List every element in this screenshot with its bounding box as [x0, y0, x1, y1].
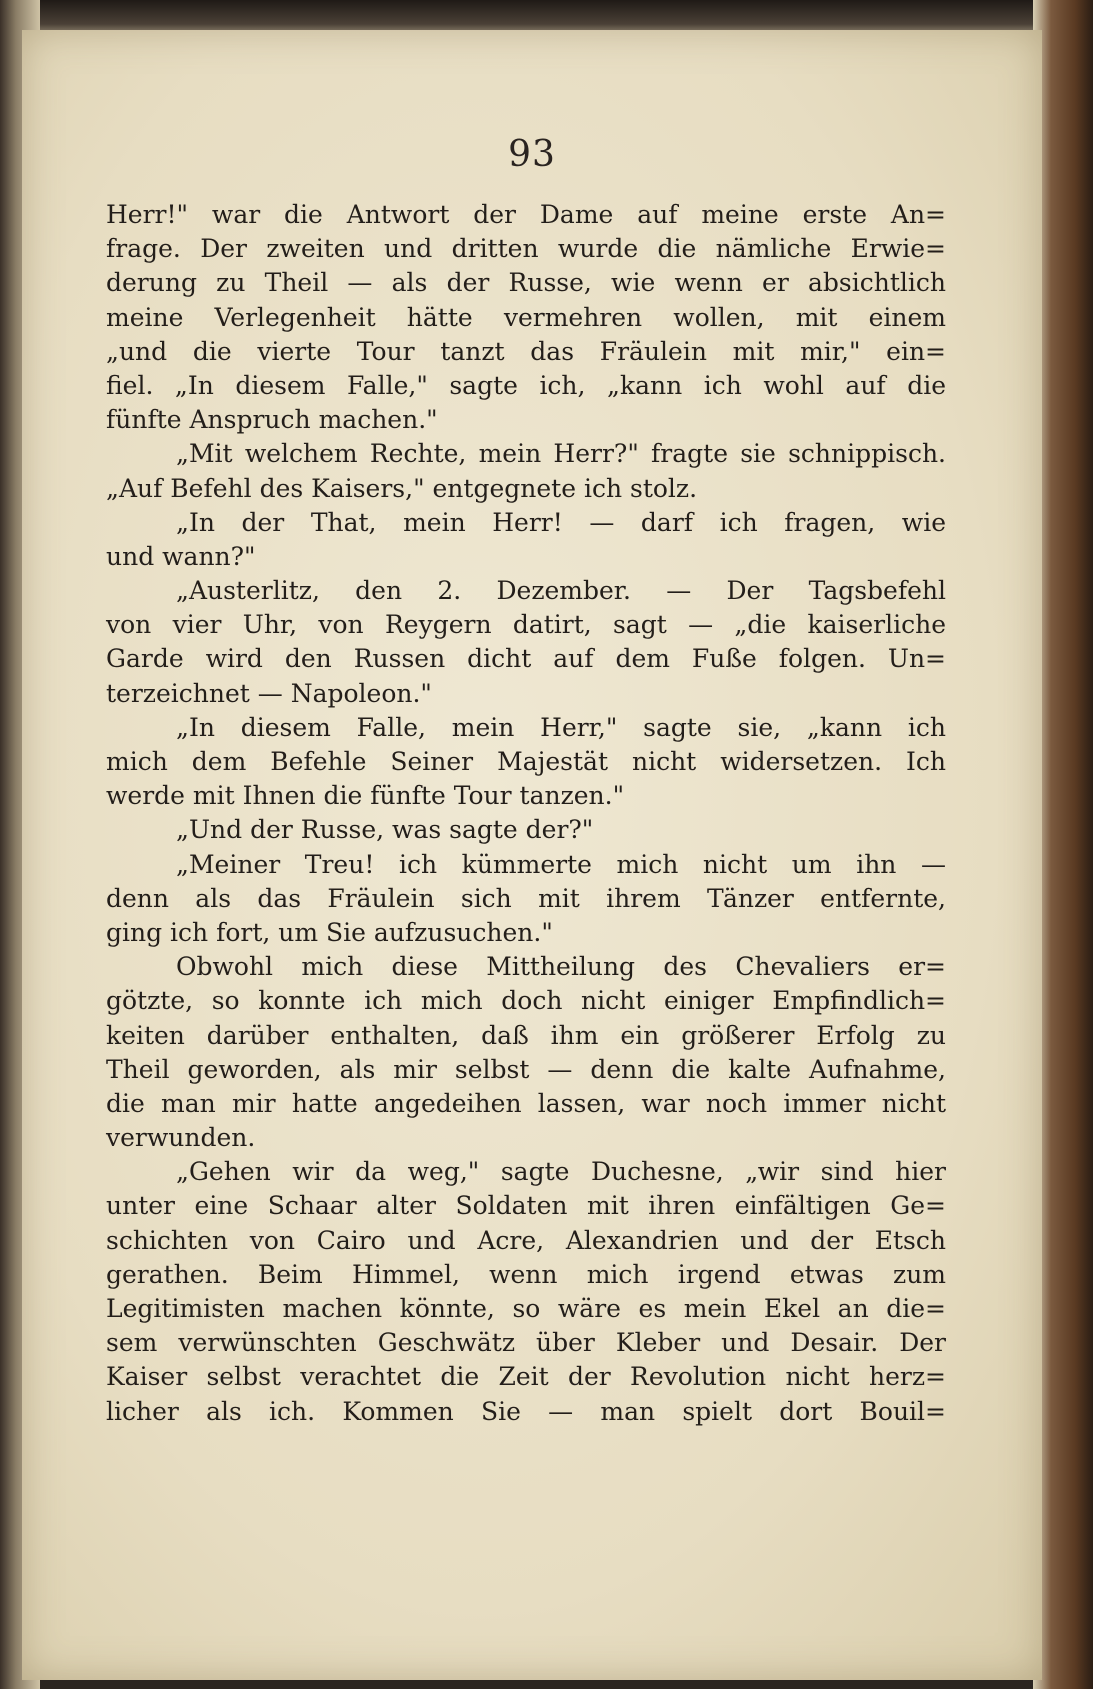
text-line: terzeichnet — Napoleon." — [106, 678, 432, 708]
text-line: von vier Uhr, von Reygern datirt, sagt — „die kaiserliche — [106, 610, 946, 640]
page-text — [106, 198, 946, 1429]
text-line: gerathen. Beim Himmel, wenn mich irgend etwas zum — [106, 1259, 946, 1289]
text-line: „Meiner Treu! ich kümmerte mich nicht um ihn — — [176, 849, 946, 879]
text-line: fünfte Anspruch machen." — [106, 405, 438, 435]
text-line: götzte, so konnte ich mich doch nicht einiger Empfindlich= — [106, 986, 946, 1016]
text-line: ging ich fort, um Sie aufzusuchen." — [106, 917, 553, 947]
text-line: sem verwünschten Geschwätz über Kleber und Desair. Der — [106, 1328, 946, 1358]
text-line: Theil geworden, als mir selbst — denn die kalte Aufnahme, — [106, 1054, 946, 1084]
text-line: mich dem Befehle Seiner Majestät nicht widersetzen. Ich — [106, 747, 946, 776]
text-line: licher als ich. Kommen Sie — man spielt dort Bouil= — [106, 1396, 946, 1426]
book-page — [22, 30, 1042, 1680]
text-line: keiten darüber enthalten, daß ihm ein größerer Erfolg zu — [106, 1020, 946, 1050]
text-line: Herr!" war die Antwort der Dame auf meine erste An= — [106, 200, 946, 229]
text-line: „In diesem Falle, mein Herr," sagte sie, „kann ich — [176, 712, 946, 742]
text-line: „Mit welchem Rechte, mein Herr?" fragte sie schnippisch. — [176, 439, 946, 469]
text-line: und wann?" — [106, 541, 256, 571]
text-line: „Austerlitz, den 2. Dezember. — Der Tagsbefehl — [176, 576, 946, 606]
text-line: meine Verlegenheit hätte vermehren wollen, mit einem — [106, 302, 946, 332]
text-line: derung zu Theil — als der Russe, wie wenn er absichtlich — [106, 268, 946, 298]
text-line: „Und der Russe, was sagte der?" — [176, 815, 594, 845]
text-line: „In der That, mein Herr! — darf ich fragen, wie — [176, 507, 946, 537]
book-binding-edge — [1033, 0, 1093, 1689]
page-number: 93 — [508, 134, 556, 175]
text-line: die man mir hatte angedeihen lassen, war noch immer nicht — [106, 1088, 946, 1118]
text-line: „Gehen wir da weg," sagte Duchesne, „wir sind hier — [176, 1157, 946, 1187]
text-line: „und die vierte Tour tanzt das Fräulein mit mir," ein= — [106, 336, 946, 366]
text-line: denn als das Fräulein sich mit ihrem Tänzer entfernte, — [106, 883, 946, 913]
text-line: schichten von Cairo und Acre, Alexandrien und der Etsch — [106, 1225, 946, 1255]
text-line: „Auf Befehl des Kaisers," entgegnete ich stolz. — [106, 473, 698, 503]
text-line: Obwohl mich diese Mittheilung des Chevaliers er= — [176, 952, 946, 982]
text-line: frage. Der zweiten und dritten wurde die nämliche Erwie= — [106, 234, 946, 264]
text-line: werde mit Ihnen die fünfte Tour tanzen." — [106, 781, 625, 811]
text-line: Legitimisten machen könnte, so wäre es mein Ekel an die= — [106, 1294, 946, 1323]
text-line: unter eine Schaar alter Soldaten mit ihren einfältigen Ge= — [106, 1191, 946, 1221]
text-line: fiel. „In diesem Falle," sagte ich, „kann ich wohl auf die — [106, 370, 946, 400]
text-line: Garde wird den Russen dicht auf dem Fuße folgen. Un= — [106, 644, 946, 674]
text-line: Kaiser selbst verachtet die Zeit der Revolution nicht herz= — [106, 1362, 946, 1392]
text-line: verwunden. — [106, 1123, 256, 1153]
